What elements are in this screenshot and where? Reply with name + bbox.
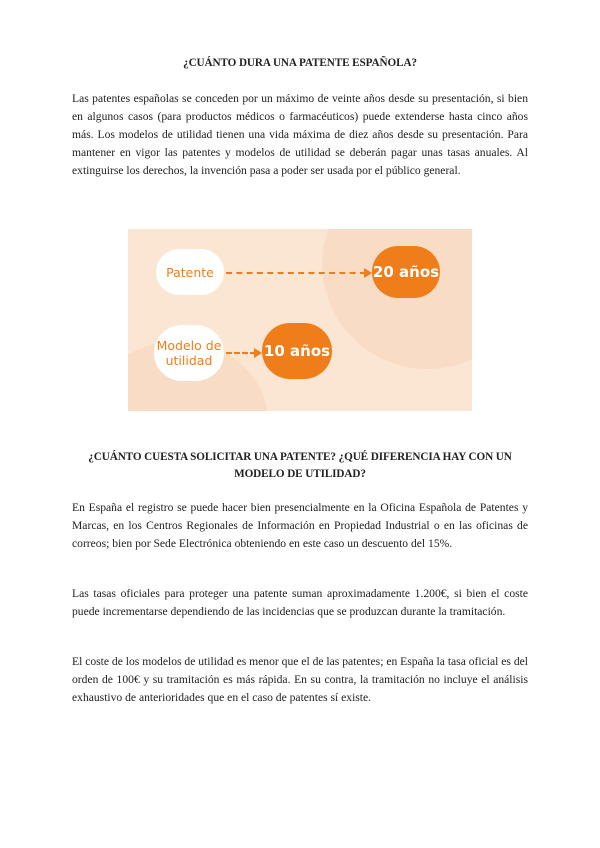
- modelo-duration: 10 años: [263, 342, 331, 360]
- dashed-arrow-modelo: [226, 352, 256, 354]
- patente-label-circle: [156, 249, 224, 295]
- section-heading-duration: ¿CUÁNTO DURA UNA PATENTE ESPAÑOLA?: [183, 57, 417, 69]
- paragraph-patent-fees: Las tasas oficiales para proteger una patente suman aproximadamente 1.200€, si bien el coste puede incrementarse dependiendo de las incidencias que se produzcan durante la tramitación.: [72, 587, 528, 618]
- dashed-arrow-patente: [226, 272, 366, 274]
- paragraph-registration: En España el registro se puede hacer bien presencialmente en la Oficina Española de Patentes y Marcas, en los Centros Regionales de Información en Propiedad Industrial o en las oficinas de correos; bien por Sede Electrónica obteniendo en este caso un descuento del 15%.: [72, 501, 528, 550]
- modelo-label-circle: [154, 325, 224, 381]
- patente-label: Patente: [166, 264, 214, 280]
- patente-duration: 20 años: [372, 263, 440, 281]
- modelo-duration-circle: [262, 323, 332, 379]
- patente-duration-circle: [372, 246, 440, 298]
- section-heading-cost: ¿CUÁNTO CUESTA SOLICITAR UNA PATENTE? ¿QUÉ DIFERENCIA HAY CON UN MODELO DE UTILIDAD?: [88, 451, 512, 480]
- paragraph-utility-model-cost: El coste de los modelos de utilidad es menor que el de las patentes; en España la tasa oficial es del orden de 100€ y su tramitación es más rápida. En su contra, la tramitación no incluye el análisis exhaustivo de anterioridades que en el caso de patentes sí existe.: [72, 655, 528, 704]
- duration-infographic: [128, 229, 472, 411]
- modelo-label: Modelo de utilidad: [156, 338, 222, 368]
- paragraph-duration: Las patentes españolas se conceden por un máximo de veinte años desde su presentación, si bien en algunos casos (para productos médicos o farmacéuticos) puede extenderse hasta cinco años más. Los modelos de utilidad tienen una vida máxima de diez años desde su presentación. Para mantener en vigor las patentes y modelos de utilidad se deberán pagar unas tasas anuales. Al extinguirse los derechos, la invención pasa a poder ser usada por el público general.: [72, 92, 528, 177]
